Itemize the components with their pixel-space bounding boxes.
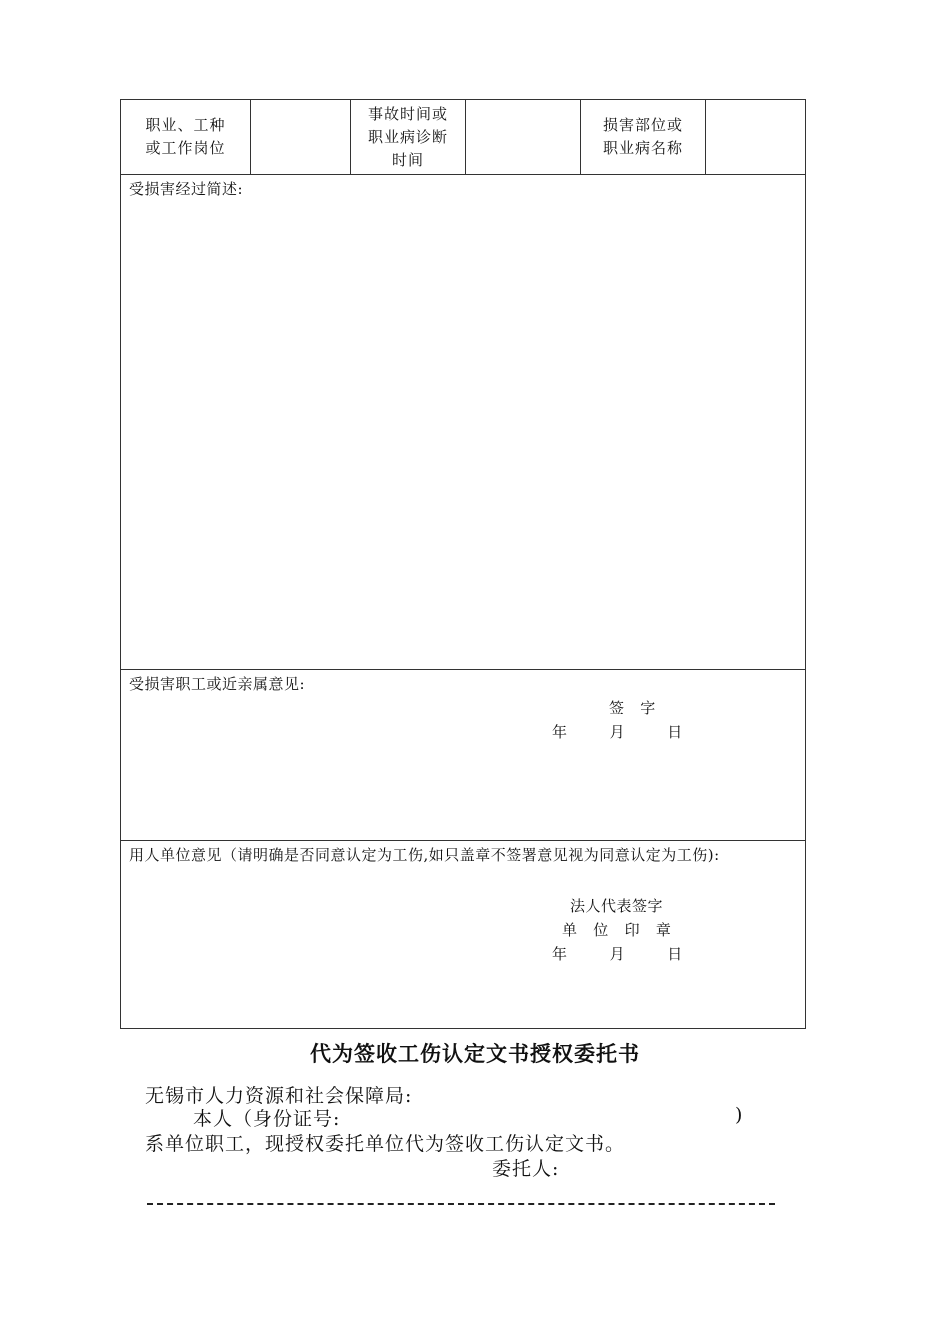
injury-form-table [120,99,806,1029]
addressee-line: 无锡市人力资源和社会保障局: [145,1085,413,1107]
legal-rep-sign-label: 法人代表签字 [570,897,664,915]
delegator-label: 委托人: [492,1158,560,1180]
authorization-body: 系单位职工，现授权委托单位代为签收工伤认定文书。 [145,1133,626,1155]
job-label-cell [121,100,251,175]
header-row [121,100,806,175]
time-label-line-1: 事故时间或 [367,104,448,123]
id-close-paren: ) [735,1104,744,1126]
employer-opinion-label: 用人单位意见（请明确是否同意认定为工伤,如只盖章不签署意见视为同意认定为工伤): [129,846,720,864]
authorization-title: 代为签收工伤认定文书授权委托书 [310,1041,640,1066]
employee-opinion-label: 受损害职工或近亲属意见: [129,675,306,693]
time-label-cell [351,100,466,175]
process-label: 受损害经过简述: [129,180,244,198]
process-row [121,175,806,670]
employee-opinion-row [121,670,806,841]
job-value-field[interactable] [251,100,351,175]
time-value-field[interactable] [466,100,581,175]
employer-date-label: 年 月 日 [552,945,683,963]
injury-value-field[interactable] [706,100,806,175]
employee-sign-label: 签 字 [609,699,656,717]
cut-line-divider [147,1203,775,1205]
employee-date-label: 年 月 日 [552,723,683,741]
id-number-line: 本人（身份证号: [193,1108,341,1130]
job-label-line-2: 或工作岗位 [145,139,226,157]
process-section[interactable] [121,175,806,670]
unit-seal-label: 单 位 印 章 [562,921,672,939]
injury-label-cell [581,100,706,175]
employer-opinion-section[interactable] [121,841,806,1029]
injury-label-line-1: 损害部位或 [602,116,683,134]
time-label-line-2: 职业病诊断 [367,127,448,146]
job-label-line-1: 职业、工种 [145,116,226,134]
injury-label-line-2: 职业病名称 [602,139,683,157]
employer-opinion-row [121,841,806,1029]
time-label-line-3: 时间 [391,150,424,169]
employee-opinion-section[interactable] [121,670,806,841]
